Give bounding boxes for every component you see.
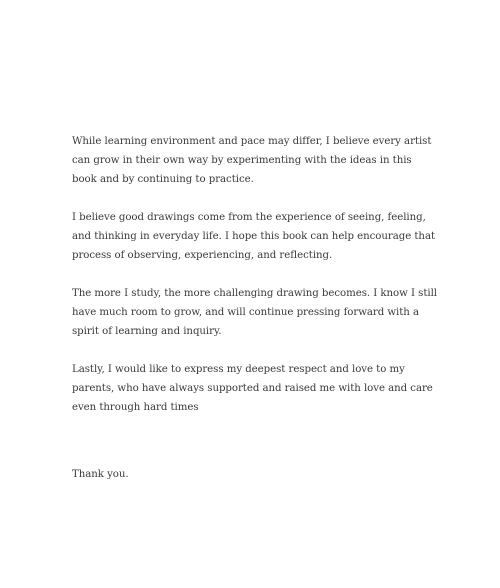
paragraph-4: Lastly, I would like to express my deepest respect and love to my parents, who have always supported and raised me with love and care even through hard times bbox=[72, 364, 433, 413]
paragraph-1: While learning environment and pace may differ, I believe every artist can grow in their own way by experimenting with the ideas in this book and by continuing to practice. bbox=[72, 136, 432, 185]
signoff: Thank you. bbox=[72, 469, 129, 480]
paragraph-3: The more I study, the more challenging drawing becomes. I know I still have much room to grow, and will continue pressing forward with a spirit of learning and inquiry. bbox=[72, 288, 437, 337]
paragraph-2: I believe good drawings come from the experience of seeing, feeling, and thinking in everyday life. I hope this book can help encourage that process of observing, experiencing, and reflecting. bbox=[72, 212, 436, 261]
body-text bbox=[72, 132, 437, 503]
